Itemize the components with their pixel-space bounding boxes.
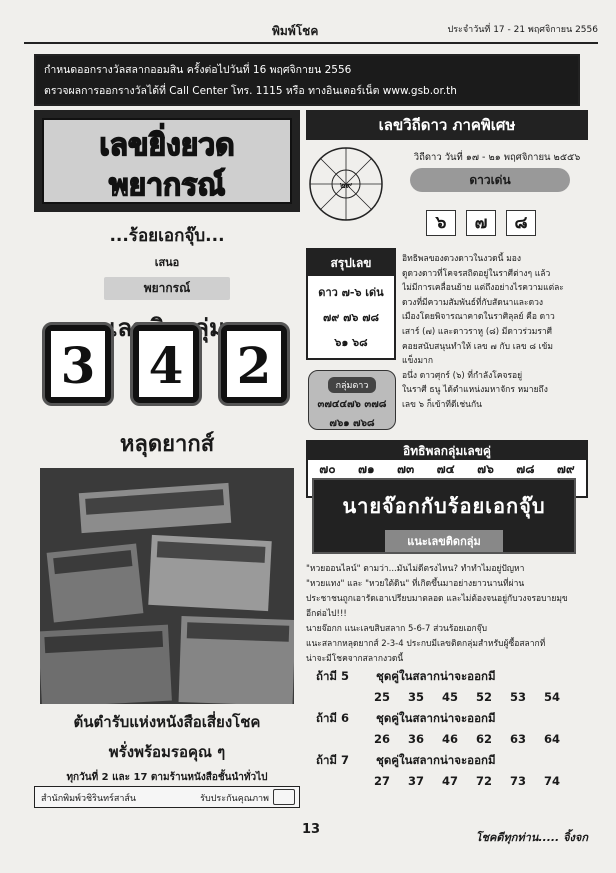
table-cell: ๗๙ [556,462,575,476]
announcement-banner [34,54,580,106]
pair-value: 72 [476,774,493,788]
promo-title: นายจ๊อกกับร้อยเอกจุ๊บ [342,494,546,518]
magazine-cover-image [148,535,271,611]
ad-caption-line-2: พรั่งพร้อมรอคุณ ๆ [108,743,226,761]
pair-value: 74 [544,774,561,788]
table-cell: ๗๔ [436,462,455,476]
article-line: แนะสลากหลุดยากส์ 2-3-4 ประกบมีเลขติดกลุ่มสำหรับผู้ซื้อสลากที่ [306,639,546,649]
author-name: ...ร้อยเอกจุ๊บ... [109,226,225,246]
paragraph-line: อิทธิพลของดวงดาวในงวดนี้ มอง [402,254,522,264]
pair-label: ถ้ามี 6 [316,711,350,725]
article-line: "หวยออนไลน์" ตามว่า...มันไม่ดีตรงไหน? ทำทำไมอยู่ปัญหา [306,564,525,574]
publisher-name: สำนักพิมพ์วชิรินทร์สาส์น [41,794,137,804]
digit-value: 4 [139,331,193,397]
astrology-paragraph [402,252,588,413]
ad-caption [34,710,300,785]
pair-values [316,728,588,750]
publisher-bar [34,786,300,808]
hero-title-inner [42,118,292,204]
digit-box [42,322,114,406]
pair-label: ถ้ามี 5 [316,669,350,683]
page-header [24,14,598,44]
pair-values [316,686,588,708]
astrology-chart-icon [306,144,386,224]
page-number: 13 [301,822,321,837]
promo-subtitle: แนะเลขติดกลุ่ม [385,530,502,552]
pair-value: 35 [408,690,425,704]
paragraph-line: เลข ๖ ก็เข้าทีดีเช่นกัน [402,399,482,410]
date-range: วิถีดาว วันที่ ๑๗ - ๒๑ พฤศจิกายน ๒๕๕๖ [413,152,581,163]
chart-center-label: ๒๙ [339,181,353,191]
star-digit: ๗ [466,210,496,236]
present-label: เสนอ [154,256,180,269]
digit-box [130,322,202,406]
publisher-logo-icon [273,789,295,805]
article-line: น่าจะมีโชคจากสลากงวดนี้ [306,654,404,664]
pair-value: 54 [544,690,561,704]
pair-value: 46 [442,732,459,746]
magazine-cover-photo [40,468,294,704]
paragraph-line: ไม่มีการเคลื่อนย้าย แต่ถึงอย่างไรความแต่ละ [402,283,564,294]
star-digit: ๘ [506,210,536,236]
pair-description: ชุดคู่ในสลากน่าจะออกมี [376,753,496,767]
pair-value: 62 [476,732,493,746]
pair-label: ถ้ามี 7 [316,753,350,767]
magazine-cover-image [40,625,172,704]
magazine-cover-image [179,616,294,704]
pair-value: 73 [510,774,527,788]
table-cell: ๗๖ [477,462,494,476]
summary-line: ดาว ๗-๖ เด่น [318,286,384,299]
pair-value: 36 [408,732,425,746]
promo-banner [312,478,576,554]
lottery-article [306,562,588,667]
paragraph-line: เสาร์ (๗) และดาวราหู (๘) มีดาวร่วมราศี [402,326,553,337]
paragraph-line: แข็งมาก [402,356,433,367]
pair-value: 63 [510,732,527,746]
publication-name: พิมพ์โชค [272,24,319,38]
quality-guarantee: รับประกันคุณภาพ [200,794,269,804]
paragraph-line: เมืองโดยพิจารณาคาดในราศิลุลย์ คือ ดาว [402,312,555,323]
star-group-line: ๗๖๑ ๗๖๘ [329,418,375,429]
table-title: อิทธิพลกลุ่มเลขคู่ [308,442,586,460]
pair-value: 53 [510,690,527,704]
section-header: เลขวิถีดาว ภาคพิเศษ [306,110,588,140]
pair-heading [316,750,588,770]
pair-value: 45 [442,690,459,704]
hero-title-box [34,110,300,212]
paragraph-line: คอยสนับสนุนทำให้ เลข ๗ กับ เลข ๘ เข้ม [402,341,553,352]
signature: โชคดีทุกท่าน..... จิ้งจก [475,831,588,844]
table-cell: ๗๓ [397,462,415,476]
star-group-tag: กลุ่มดาว [328,377,377,393]
pair-value: 37 [408,774,425,788]
banner-line-2: ตรวจผลการออกรางวัลได้ที่ Call Center โทร. 1115 หรือ ทางอินเตอร์เน็ต www.gsb.or.th [44,85,457,97]
hot-number-title: หลุดยากส์ [119,432,215,457]
star-digit: ๖ [426,210,456,236]
star-group-line: ๓๗๔๔๗๖ ๓๗๘ [317,399,387,410]
banner-line-1: กำหนดออกรางวัลสลากออมสิน ครั้งต่อไปวันที่ 16 พฤศจิกายน 2556 [44,64,352,76]
header-rule [24,42,598,44]
article-line: อีกต่อไป!!! [306,609,347,619]
star-tag: ดาวเด่น [410,168,570,192]
magazine-cover-image [47,543,144,622]
summary-box [306,248,396,360]
prediction-pill: พยากรณ์ [104,277,231,300]
digit-box [218,322,290,406]
pair-values [316,770,588,792]
hero-title-line-2: พยากรณ์ [108,168,226,203]
magazine-page [24,14,598,844]
article-line: ประชาชนถูกเอารัดเอาเปรียบมาตลอด และไม่ต้องจนอยู่กับวงจรอบายมุข [306,594,568,604]
table-cell: ๗๘ [516,462,535,476]
magazine-cover-image [79,483,231,533]
pair-predictions [316,666,588,792]
paragraph-line: ดวงที่มีความสัมพันธ์ที่กับสัดนาและดวง [402,297,544,308]
lucky-digits [42,322,292,412]
paragraph-line: ดูดวงดาวที่โคจรสถิตอยู่ในราศีต่างๆ แล้ว [402,268,551,279]
article-line: นายจ๊อกก แนะเลขสิบสลาก 5-6-7 ส่วนร้อยเอกจุ๊บ [306,624,488,634]
pair-value: 47 [442,774,459,788]
summary-title: สรุปเลข [308,250,394,276]
hero-title-line-1: เลขยิ่งยวด [99,128,235,163]
pair-description: ชุดคู่ในสลากน่าจะออกมี [376,669,496,683]
pair-value: 25 [374,690,391,704]
digit-value: 3 [51,331,105,397]
star-group-box [308,370,396,430]
article-line: "หวยแทง" และ "หวยใต้ดิน" ที่เกิดขึ้นมาอย่างยาวนานที่ผ่าน [306,579,525,589]
paragraph-line: ในราศี ธนู ได้ตำแหน่งมหาจักร หมายถึง [402,385,548,396]
pair-value: 27 [374,774,391,788]
pair-description: ชุดคู่ในสลากน่าจะออกมี [376,711,496,725]
table-cell: ๗๐ [319,462,336,476]
digit-value: 2 [227,331,281,397]
pair-value: 52 [476,690,493,704]
pair-value: 26 [374,732,391,746]
ad-caption-line-3: ทุกวันที่ 2 และ 17 ตามร้านหนังสือชั้นนำทั่วไป [66,772,268,783]
pair-heading [316,666,588,686]
ad-caption-line-1: ต้นตำรับแห่งหนังสือเสี่ยงโชค [73,713,261,731]
paragraph-line: อนึ่ง ดาวศุกร์ (๖) ที่กำลังโคจรอยู่ [402,370,523,381]
pair-heading [316,708,588,728]
pair-value: 64 [544,732,561,746]
issue-date: ประจำวันที่ 17 - 21 พฤศจิกายน 2556 [447,25,598,35]
summary-line: ๖๑ ๖๘ [334,336,368,349]
table-row [308,460,586,478]
table-cell: ๗๑ [357,462,375,476]
summary-line: ๗๙ ๗๖ ๗๘ [323,311,379,324]
